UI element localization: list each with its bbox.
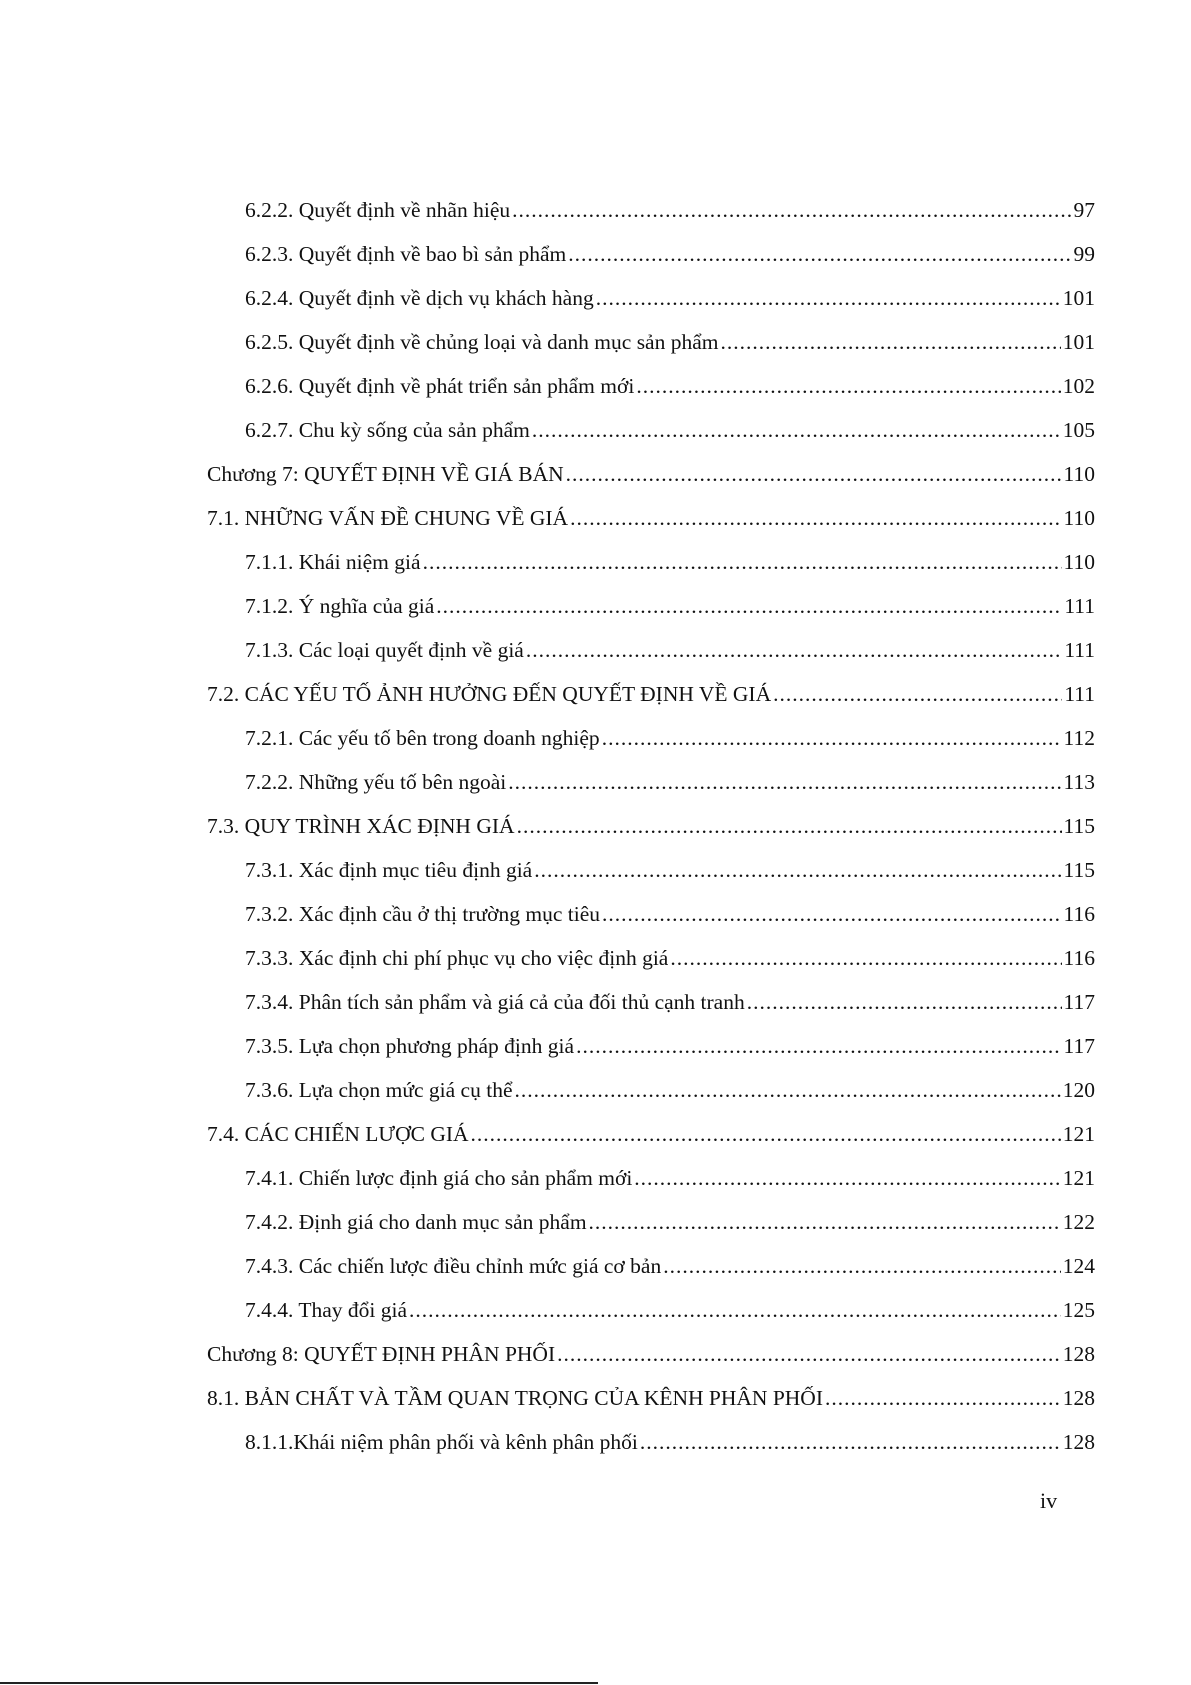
toc-entry[interactable] [207,328,1095,372]
toc-entry-page: 128 [1062,1386,1095,1410]
toc-entry-title: 7.4. CÁC CHIẾN LƯỢC GIÁ [207,1122,469,1146]
toc-dot-leader [636,372,1060,400]
toc-entry-title: 7.2.2. Những yếu tố bên ngoài [245,770,507,794]
toc-entry[interactable] [207,284,1095,328]
toc-entry-title: 6.2.7. Chu kỳ sống của sản phẩm [245,418,530,442]
toc-entry[interactable] [207,944,1095,988]
toc-dot-leader [640,1428,1061,1456]
toc-dot-leader [596,284,1061,312]
toc-entry-page: 121 [1062,1122,1095,1146]
toc-entry[interactable] [207,900,1095,944]
page-number: iv [1040,1488,1058,1513]
toc-dot-leader [508,768,1061,796]
toc-dot-leader [436,592,1062,620]
toc-entry-page: 97 [1073,198,1095,222]
toc-dot-leader [409,1296,1061,1324]
toc-dot-leader [557,1340,1061,1368]
toc-dot-leader [570,504,1061,532]
toc-entry[interactable] [207,240,1095,284]
toc-entry-page: 111 [1064,638,1095,662]
toc-dot-leader [471,1120,1061,1148]
toc-dot-leader [515,1076,1061,1104]
toc-entry-page: 116 [1063,902,1095,926]
toc-entry-page: 116 [1063,946,1095,970]
toc-entry-title: 7.1.2. Ý nghĩa của giá [245,594,435,618]
toc-dot-leader [517,812,1062,840]
toc-entry-title: 7.1.1. Khái niệm giá [245,550,421,574]
toc-entry[interactable] [207,636,1095,680]
toc-entry[interactable] [207,1384,1095,1428]
footer-rule [0,1682,598,1684]
toc-dot-leader [634,1164,1060,1192]
toc-entry-title: 7.3. QUY TRÌNH XÁC ĐỊNH GIÁ [207,814,515,838]
toc-dot-leader [576,1032,1061,1060]
toc-entry-page: 101 [1062,330,1095,354]
toc-entry-title: 6.2.4. Quyết định về dịch vụ khách hàng [245,286,594,310]
toc-entry-page: 124 [1062,1254,1095,1278]
toc-entry[interactable] [207,1120,1095,1164]
toc-entry-page: 102 [1062,374,1095,398]
toc-entry-page: 117 [1063,990,1095,1014]
toc-entry-page: 115 [1063,814,1095,838]
toc-entry-title: 7.3.3. Xác định chi phí phục vụ cho việc định giá [245,946,669,970]
toc-entry-title: 7.2. CÁC YẾU TỐ ẢNH HƯỞNG ĐẾN QUYẾT ĐỊNH VỀ GIÁ [207,682,772,706]
toc-entry-title: 8.1.1.Khái niệm phân phối và kênh phân phối [245,1430,638,1454]
toc-entry[interactable] [207,196,1095,240]
toc-entry-page: 99 [1073,242,1095,266]
toc-entry[interactable] [207,1428,1095,1472]
toc-dot-leader [423,548,1062,576]
toc-entry[interactable] [207,724,1095,768]
toc-entry[interactable] [207,1340,1095,1384]
toc-entry[interactable] [207,768,1095,812]
toc-dot-leader [568,240,1071,268]
toc-entry-title: 6.2.3. Quyết định về bao bì sản phẩm [245,242,567,266]
toc-entry-page: 125 [1062,1298,1095,1322]
toc-dot-leader [747,988,1062,1016]
toc-entry[interactable] [207,416,1095,460]
toc-dot-leader [602,900,1062,928]
toc-entry[interactable] [207,1208,1095,1252]
toc-entry-page: 128 [1062,1430,1095,1454]
toc-entry[interactable] [207,1296,1095,1340]
toc-entry[interactable] [207,504,1095,548]
toc-entry[interactable] [207,988,1095,1032]
toc-entry-page: 117 [1063,1034,1095,1058]
toc-dot-leader [602,724,1062,752]
toc-entry-title: 7.4.3. Các chiến lược điều chỉnh mức giá cơ bản [245,1254,662,1278]
toc-dot-leader [589,1208,1061,1236]
toc-entry-title: 7.3.2. Xác định cầu ở thị trường mục tiêu [245,902,601,926]
toc-entry-title: 6.2.6. Quyết định về phát triển sản phẩm mới [245,374,635,398]
toc-entry-page: 122 [1062,1210,1095,1234]
toc-entry-title: 7.4.1. Chiến lược định giá cho sản phẩm mới [245,1166,633,1190]
toc-entry-title: 7.1. NHỮNG VẤN ĐỀ CHUNG VỀ GIÁ [207,506,569,530]
toc-entry[interactable] [207,548,1095,592]
toc-entry-title: 8.1. BẢN CHẤT VÀ TẦM QUAN TRỌNG CỦA KÊNH PHÂN PHỐI [207,1386,823,1410]
toc-entry-title: 7.2.1. Các yếu tố bên trong doanh nghiệp [245,726,600,750]
toc-entry-page: 110 [1063,506,1095,530]
toc-dot-leader [534,856,1061,884]
toc-entry-title: Chương 7: QUYẾT ĐỊNH VỀ GIÁ BÁN [207,462,564,486]
toc-dot-leader [512,196,1071,224]
toc-dot-leader [721,328,1061,356]
toc-entry[interactable] [207,592,1095,636]
toc-entry[interactable] [207,1032,1095,1076]
toc-entry-title: 7.4.2. Định giá cho danh mục sản phẩm [245,1210,587,1234]
toc-entry-title: 7.4.4. Thay đổi giá [245,1298,408,1322]
toc-dot-leader [670,944,1061,972]
toc-entry-title: 7.3.5. Lựa chọn phương pháp định giá [245,1034,575,1058]
toc-entry-title: 7.3.6. Lựa chọn mức giá cụ thể [245,1078,513,1102]
toc-entry[interactable] [207,856,1095,900]
toc-entry[interactable] [207,372,1095,416]
toc-dot-leader [773,680,1062,708]
toc-entry-page: 110 [1063,550,1095,574]
toc-dot-leader [663,1252,1061,1280]
toc-entry-page: 110 [1063,462,1095,486]
toc-dot-leader [532,416,1061,444]
toc-dot-leader [566,460,1062,488]
toc-entry-page: 111 [1064,682,1095,706]
toc-entry-page: 115 [1063,858,1095,882]
toc-entry[interactable] [207,812,1095,856]
toc-entry-title: 7.3.1. Xác định mục tiêu định giá [245,858,533,882]
toc-entry-title: 7.1.3. Các loại quyết định về giá [245,638,524,662]
toc-entry-page: 113 [1063,770,1095,794]
toc-entry-title: Chương 8: QUYẾT ĐỊNH PHÂN PHỐI [207,1342,556,1366]
toc-entry-page: 112 [1063,726,1095,750]
toc-entry-page: 101 [1062,286,1095,310]
toc-entry-page: 105 [1062,418,1095,442]
toc-entry[interactable] [207,1164,1095,1208]
toc-dot-leader [825,1384,1061,1412]
toc-entry[interactable] [207,680,1095,724]
toc-entry-title: 7.3.4. Phân tích sản phẩm và giá cả của đối thủ cạnh tranh [245,990,745,1014]
toc-entry[interactable] [207,1252,1095,1296]
toc-entry[interactable] [207,1076,1095,1120]
table-of-contents [207,196,1095,1472]
toc-entry-page: 128 [1062,1342,1095,1366]
toc-entry-title: 6.2.5. Quyết định về chủng loại và danh mục sản phẩm [245,330,719,354]
toc-entry-title: 6.2.2. Quyết định về nhãn hiệu [245,198,511,222]
toc-entry-page: 121 [1062,1166,1095,1190]
toc-dot-leader [526,636,1063,664]
toc-entry[interactable] [207,460,1095,504]
toc-entry-page: 120 [1062,1078,1095,1102]
toc-entry-page: 111 [1064,594,1095,618]
